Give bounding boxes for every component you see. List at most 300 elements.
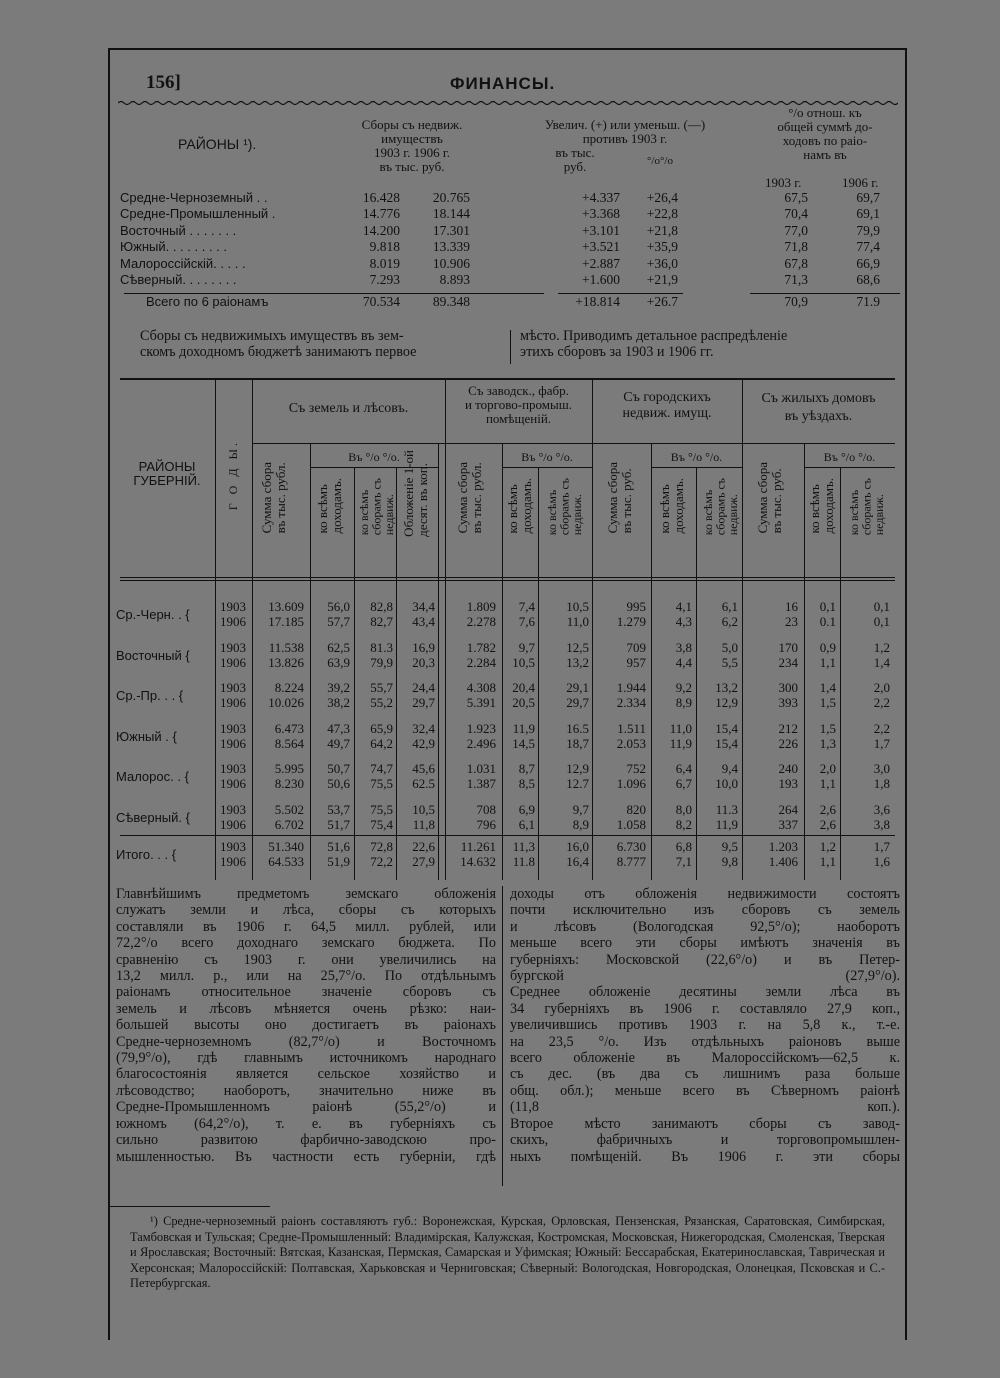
body-line: служатъ земли и лѣса, сборы съ которыхъ — [116, 902, 496, 919]
t2-year: 1903 — [220, 761, 246, 776]
t2-cell-houses-income: 1,1 — [819, 854, 836, 869]
t2-cell-factory-sum: 1.387 — [466, 776, 496, 791]
t2-cell-houses-income: 2,6 — [819, 816, 836, 832]
t2-cell-houses-income: 0,9 — [819, 639, 836, 655]
t2-cell-land-levy: 32,4 — [412, 720, 435, 736]
t1-share-year-1903: 1903 г. — [765, 175, 802, 190]
t1-cell-s1903: 71,8 — [784, 239, 808, 255]
t2-cell-houses-fees: 3,0 — [873, 761, 890, 776]
t2-year: 1903 — [220, 801, 246, 817]
body-line: лѣсоводство; наоборотъ, значительно ниже въ — [116, 1082, 496, 1099]
t2-cell-factory-sum: 1.782 — [466, 639, 496, 655]
t1-change-header: Увелич. (+) или уменьш. (—) противъ 1903 г. — [544, 117, 706, 146]
t2-cell-land-income: 47,3 — [327, 720, 350, 736]
t2-cell-city-sum: 1.058 — [616, 816, 646, 832]
t2-cell-factory-income: 10,5 — [512, 654, 535, 670]
t1-row — [110, 206, 905, 221]
t2-cell-land-income: 49,7 — [327, 735, 350, 751]
body-line: почти исключительно изъ сборовъ съ земель — [510, 902, 900, 919]
t1-share-year-1906: 1906 г. — [842, 175, 879, 190]
t2-cell-city-fees: 15,4 — [715, 735, 738, 751]
t2-factory-pct-header: Въ °/о °/о. — [521, 450, 573, 464]
t2-land-fees-header: ко всѣмъ сборамъ съ недвиж. — [357, 478, 396, 536]
t2-cell-land-fees: 82,8 — [370, 599, 393, 614]
t2-cell-houses-sum: 193 — [778, 776, 798, 791]
t2-cell-houses-fees: 3,6 — [873, 801, 890, 817]
t1-row — [110, 256, 905, 271]
t1-region-header: РАЙОНЫ ¹). — [178, 136, 257, 152]
body-right-column — [510, 886, 900, 1165]
t2-cell-city-fees: 9,5 — [721, 839, 738, 854]
t1-total-rule-left — [124, 293, 544, 294]
t2-factory-fees-header: ко всѣмъ сборамъ съ недвиж. — [545, 478, 584, 536]
t2-cell-houses-fees: 1,4 — [873, 654, 890, 670]
body-line: сильно развитою фарбично-заводскою про- — [116, 1132, 496, 1149]
t2-cell-city-income: 6,8 — [675, 839, 692, 854]
t2-cell-land-fees: 81.3 — [370, 639, 393, 655]
t2-cell-city-sum: 8.777 — [616, 854, 646, 869]
t1-cell-s1906: 68,6 — [856, 272, 880, 287]
body-line: увеличившись противъ 1903 г. на 5,8 к., т.-е. — [510, 1017, 900, 1034]
body-line: скихъ, фабричныхъ и торговопромышлен- — [510, 1132, 900, 1149]
t2-cell-land-income: 38,2 — [327, 695, 350, 710]
t2-cell-land-levy: 62.5 — [412, 776, 435, 791]
t1-cell-name: Малороссійскій. . . . . — [120, 255, 246, 271]
body-line: ныхъ помѣщеній. Въ 1906 г. эти сборы — [510, 1148, 900, 1165]
t1-cell-pct: +21,9 — [646, 272, 678, 287]
t1-cell-pct: +36,0 — [646, 255, 678, 271]
t2-col-rule — [215, 380, 216, 880]
t2-land-sum-header: Сумма сбора въ тыс. рубл. — [259, 462, 288, 534]
t1-cell-abs: +2.887 — [582, 255, 620, 271]
t2-houses-fees-header: ко всѣмъ сборамъ съ недвиж. — [847, 478, 886, 536]
t2-cell-land-income: 51,6 — [327, 839, 350, 854]
t2-cell-houses-fees: 2,2 — [873, 695, 890, 710]
body-line: раіонамъ относительное значеніе сборовъ съ — [116, 984, 496, 1001]
t1-cell-c1906: 18.144 — [432, 206, 470, 222]
t2-cell-city-sum: 709 — [626, 639, 646, 655]
t2-city-income-header: ко всѣмъ доходамъ. — [657, 478, 686, 534]
t2-city-pct-header: Въ °/о °/о. — [670, 450, 723, 464]
t2-cell-city-fees: 6,2 — [721, 614, 738, 629]
t1-cell-s1906: 66,9 — [856, 255, 880, 271]
body-line: 34 губерніяхъ въ 1906 г. составляло 27,9 коп., — [510, 1000, 900, 1017]
body-line: на 23,5 °/о. Изъ отдѣльныхъ раіоновъ выше — [510, 1033, 900, 1050]
t2-year: 1906 — [220, 854, 246, 869]
t2-houses-income-header: ко всѣмъ доходамъ. — [807, 478, 836, 534]
t2-cell-city-income: 6,4 — [675, 761, 692, 776]
t1-cell-name: Средне-Черноземный . . — [120, 190, 268, 205]
t2-cell-city-sum: 752 — [626, 761, 646, 776]
body-line: составляли въ 1906 г. 64,5 милл. рублей, или — [116, 918, 496, 935]
t2-city-fees-header: ко всѣмъ сборамъ съ недвиж. — [701, 478, 740, 536]
t2-cell-land-fees: 75,5 — [370, 801, 393, 817]
t1-total-rule-right — [750, 293, 900, 294]
t2-cell-land-fees: 79,9 — [370, 654, 393, 670]
t1-cell-abs: +3.521 — [582, 239, 620, 255]
t2-cell-houses-income: 2,6 — [819, 801, 836, 817]
t1-cell-c1903: 7.293 — [369, 272, 400, 287]
intro-right: мѣсто. Приводимъ детальное распредѣленіе этихъ сборовъ за 1903 и 1906 гг. — [520, 328, 788, 361]
body-line: бургской (27,9°/о). — [510, 968, 900, 985]
intro-left: Сборы съ недвижимыхъ имуществъ въ зем- скомъ доходномъ бюджетѣ занимаютъ первое — [140, 328, 417, 361]
t2-top-rule — [120, 378, 895, 380]
t2-cell-factory-fees: 16,0 — [566, 839, 589, 854]
t2-subgroup-rule — [502, 467, 592, 468]
t2-cell-land-fees: 74,7 — [370, 761, 393, 776]
t1-cell-s1906: 69,1 — [856, 206, 880, 222]
t2-subgroup-rule — [651, 467, 742, 468]
t2-cell-city-fees: 5,5 — [721, 654, 738, 670]
t2-cell-land-sum: 51.340 — [268, 839, 304, 854]
t2-year: 1906 — [220, 735, 246, 751]
t2-cell-houses-fees: 1,6 — [873, 854, 890, 869]
t2-cell-houses-fees: 1,7 — [873, 839, 890, 854]
t2-cell-city-income: 8,0 — [675, 801, 692, 817]
body-line: всего обложеніе въ Малороссійскомъ—62,5 к. — [510, 1050, 900, 1067]
t2-cell-houses-sum: 16 — [785, 599, 798, 614]
t2-cell-land-fees: 55,2 — [370, 695, 393, 710]
body-line: 72,2°/о всего доходнаго земскаго бюджета. По — [116, 935, 496, 952]
t2-cell-city-sum: 995 — [626, 599, 646, 614]
t2-total-top-rule — [120, 835, 895, 836]
t1-cell-s1903: 70,4 — [784, 206, 808, 222]
t2-year: 1903 — [220, 680, 246, 695]
t2-cell-houses-income: 1,1 — [819, 654, 836, 670]
t2-cell-factory-sum: 4.308 — [466, 680, 496, 695]
t2-cell-factory-fees: 11,0 — [566, 614, 589, 629]
t1-cell-s1903: 67,8 — [784, 255, 808, 271]
t2-cell-city-income: 7,1 — [675, 854, 692, 869]
t2-cell-land-levy: 24,4 — [412, 680, 435, 695]
t2-cell-factory-sum: 2.278 — [466, 614, 496, 629]
t1-cell-pct: +21,8 — [646, 222, 678, 238]
body-line: Средне-Промышленномъ раіонѣ (55,2°/о) и — [116, 1099, 496, 1116]
t2-cell-houses-sum: 240 — [778, 761, 798, 776]
body-line: земель и лѣсовъ мѣняется очень рѣзко: наи- — [116, 1000, 496, 1017]
t2-cell-factory-income: 20,4 — [512, 680, 535, 695]
t2-cell-city-income: 9,2 — [675, 680, 692, 695]
t2-cell-city-fees: 9,4 — [721, 761, 738, 776]
body-line: меньше всего эти сборы имѣютъ значенія въ — [510, 935, 900, 952]
t1-cell-name: Восточный . . . . . . . — [120, 222, 237, 238]
t2-cell-land-sum: 13.609 — [268, 599, 304, 614]
body-line: съ дес. (въ два съ лишнимъ раза больше — [510, 1066, 900, 1083]
t2-cell-land-sum: 8.230 — [274, 776, 304, 791]
t2-cell-factory-sum: 2.284 — [466, 654, 496, 670]
t2-cell-factory-sum: 2.496 — [466, 735, 496, 751]
t1-row — [110, 223, 905, 238]
t1-cell-s1906: 77,4 — [856, 239, 880, 255]
t2-cell-houses-fees: 0,1 — [873, 599, 890, 614]
t1-row — [110, 239, 905, 254]
t2-cell-land-income: 57,7 — [327, 614, 350, 629]
t2-cell-houses-fees: 1,2 — [873, 639, 890, 655]
t2-cell-land-levy: 10,5 — [412, 801, 435, 817]
t2-cell-houses-income: 1,4 — [819, 680, 836, 695]
t2-cell-houses-fees: 3,8 — [873, 816, 890, 832]
t2-group-rule — [445, 443, 592, 444]
t2-cell-factory-income: 20,5 — [512, 695, 535, 710]
t2-cell-land-levy: 20,3 — [412, 654, 435, 670]
t2-houses-header: Съ жилыхъ домовъ въ уѣздахъ. — [761, 391, 876, 424]
t2-cell-land-levy: 34,4 — [412, 599, 435, 614]
t2-cell-city-fees: 15,4 — [715, 720, 738, 736]
t2-cell-factory-income: 8,7 — [518, 761, 535, 776]
t2-cell-houses-fees: 1,7 — [873, 735, 890, 751]
t2-cell-houses-sum: 1.406 — [768, 854, 798, 869]
t2-year: 1906 — [220, 695, 246, 710]
t2-cell-city-income: 8,2 — [675, 816, 692, 832]
t2-cell-factory-fees: 9,7 — [572, 801, 589, 817]
t2-cell-city-sum: 957 — [626, 654, 646, 670]
body-line: доходы отъ обложенія недвижимости состоятъ — [510, 886, 900, 902]
t2-cell-land-income: 56,0 — [327, 599, 350, 614]
t2-cell-city-income: 4,1 — [675, 599, 692, 614]
t1-cell-pct: +26.7 — [646, 294, 678, 309]
t2-cell-city-income: 8,9 — [675, 695, 692, 710]
t1-cell-c1903: 8.019 — [369, 255, 400, 271]
t2-cell-houses-sum: 234 — [778, 654, 798, 670]
t2-year: 1906 — [220, 614, 246, 629]
t2-houses-pct-header: Въ °/о °/о. — [823, 450, 876, 464]
t1-change-abs-header: въ тыс. руб. — [555, 145, 595, 174]
t1-cell-c1906: 89.348 — [432, 294, 470, 309]
t2-cell-factory-income: 11,3 — [512, 839, 535, 854]
footnote: ¹) Средне-черноземный раіонъ составляютъ губ.: Воронежская, Курская, Орловская, Пензенская, Рязанская, Саратовская, Симбирская, Тамбовская и Тульская; Средне-Промышленный: Владимірская, Калужская, Костромская, Московская, Нижегородская, Смоленская, Тверская и Ярославская; Восточный: Вятская, Казанская, Пермская, Самарская и Уфимская; Южный: Бессарабская, Екатеринославская, Таврическая и Херсонская; Малороссійскій: Полтавская, Харьковская и Черниговская; Сѣверный: Вологодская, Новгородская, Олонецкая, Псковская и С.-Петербургская. — [130, 1214, 885, 1291]
t1-row — [110, 272, 905, 287]
body-line: благосостоянія является сельское хозяйство и — [116, 1066, 496, 1083]
t2-cell-land-income: 53,7 — [327, 801, 350, 817]
t2-cell-city-fees: 5,0 — [721, 639, 738, 655]
t2-year: 1906 — [220, 654, 246, 670]
t2-cell-city-fees: 12,9 — [715, 695, 738, 710]
t2-cell-city-sum: 2.053 — [616, 735, 646, 751]
t2-cell-houses-income: 0,1 — [819, 599, 836, 614]
t2-cell-houses-income: 1,3 — [819, 735, 836, 751]
t2-factory-sum-header: Сумма сбора въ тыс. рубл. — [455, 462, 484, 534]
t2-cell-factory-fees: 10,5 — [566, 599, 589, 614]
t2-cell-city-income: 11,0 — [669, 720, 692, 736]
t2-cell-land-sum: 5.995 — [274, 761, 304, 776]
t2-group-rule — [592, 443, 742, 444]
t2-cell-land-sum: 10.026 — [268, 695, 304, 710]
t1-cell-name: Средне-Промышленный . — [120, 206, 276, 222]
t1-cell-abs: +1.600 — [582, 272, 620, 287]
t2-cell-factory-fees: 16.5 — [566, 720, 589, 736]
t2-cell-city-income: 4,3 — [675, 614, 692, 629]
t2-cell-factory-fees: 12,5 — [566, 639, 589, 655]
t2-cell-city-income: 11,9 — [669, 735, 692, 751]
t2-cell-city-sum: 6.730 — [616, 839, 646, 854]
t1-total-rule-mid — [558, 293, 683, 294]
t2-cell-city-sum: 2.334 — [616, 695, 646, 710]
t2-cell-houses-sum: 393 — [778, 695, 798, 710]
t1-cell-c1906: 20.765 — [432, 190, 470, 205]
t1-cell-c1906: 10.906 — [432, 255, 470, 271]
t2-cell-factory-sum: 14.632 — [460, 854, 496, 869]
t2-cell-factory-fees: 29,7 — [566, 695, 589, 710]
t1-cell-s1906: 79,9 — [856, 222, 880, 238]
t2-cell-factory-sum: 1.031 — [466, 761, 496, 776]
t2-year: 1903 — [220, 839, 246, 854]
t2-cell-houses-sum: 23 — [785, 614, 798, 629]
t2-cell-city-fees: 6,1 — [721, 599, 738, 614]
t2-year: 1906 — [220, 776, 246, 791]
t2-land-income-header: ко всѣмъ доходамъ. — [315, 478, 344, 534]
t2-cell-houses-sum: 1.203 — [768, 839, 798, 854]
t2-cell-houses-income: 1,5 — [819, 720, 836, 736]
t2-header-bottom-rule-2 — [120, 580, 895, 581]
t2-cell-city-fees: 11,9 — [715, 816, 738, 832]
t1-cell-c1906: 13.339 — [432, 239, 470, 255]
body-line: (79,9°/о), гдѣ главнымъ источникомъ народнаго — [116, 1050, 496, 1067]
t2-cell-land-income: 62,5 — [327, 639, 350, 655]
body-line: сравненію съ 1903 г. они увеличились на — [116, 951, 496, 968]
t2-city-header: Съ городскихъ недвиж. имущ. — [622, 390, 712, 421]
t2-year: 1906 — [220, 816, 246, 832]
t2-cell-factory-income: 7,6 — [518, 614, 535, 629]
t2-cell-houses-sum: 337 — [778, 816, 798, 832]
t2-cell-city-sum: 1.511 — [617, 720, 646, 736]
t2-cell-land-sum: 13.826 — [268, 654, 304, 670]
t2-cell-city-sum: 1.096 — [616, 776, 646, 791]
t2-cell-factory-income: 9,7 — [518, 639, 535, 655]
t2-cell-factory-income: 8,5 — [518, 776, 535, 791]
t2-cell-factory-fees: 16,4 — [566, 854, 589, 869]
body-line: губерніяхъ: Московской (22,6°/о) и въ Петер- — [510, 951, 900, 968]
t2-region-name: Восточный { — [116, 647, 190, 663]
t2-cell-land-sum: 64.533 — [268, 854, 304, 869]
t2-cell-land-fees: 65,9 — [370, 720, 393, 736]
t2-cell-land-sum: 6.473 — [274, 720, 304, 736]
t1-cell-abs: +18.814 — [575, 294, 620, 309]
t2-cell-land-sum: 8.564 — [274, 735, 304, 751]
body-line: и лѣсовъ (Вологодская 92,5°/о); наоборотъ — [510, 918, 900, 935]
t1-cell-s1906: 69,7 — [856, 190, 880, 205]
t2-cell-factory-sum: 5.391 — [466, 695, 496, 710]
t2-cell-land-levy: 45,6 — [412, 761, 435, 776]
intro-column-rule — [510, 330, 511, 364]
t2-factory-income-header: ко всѣмъ доходамъ. — [505, 478, 534, 534]
t2-cell-factory-fees: 18,7 — [566, 735, 589, 751]
t2-cell-houses-sum: 212 — [778, 720, 798, 736]
t2-cell-houses-income: 1,1 — [819, 776, 836, 791]
t2-cell-factory-fees: 12,9 — [566, 761, 589, 776]
t2-land-pct-header: Въ °/о °/о. — [348, 450, 400, 464]
t2-cell-land-sum: 17.185 — [268, 614, 304, 629]
t1-cell-c1903: 14.776 — [362, 206, 400, 222]
t2-cell-factory-fees: 8,9 — [572, 816, 589, 832]
page-number: 156] — [146, 72, 181, 93]
t2-cell-city-fees: 13,2 — [715, 680, 738, 695]
t2-region-name: Ср.-Черн. . { — [116, 607, 190, 622]
t2-cell-houses-fees: 2,0 — [873, 680, 890, 695]
t1-row — [110, 190, 905, 205]
t1-share-header: °/о отнош. къ общей суммѣ до- ходовъ по раіо- намъ въ — [777, 105, 873, 162]
t1-cell-name: Сѣверный. . . . . . . . — [120, 272, 237, 287]
t2-cell-factory-income: 14,5 — [512, 735, 535, 751]
t2-year: 1903 — [220, 720, 246, 736]
t2-cell-factory-sum: 1.809 — [466, 599, 496, 614]
body-left-column — [116, 886, 496, 1165]
t2-cell-land-fees: 72,2 — [370, 854, 393, 869]
t2-cell-land-sum: 6.702 — [274, 816, 304, 832]
t2-cell-land-fees: 55,7 — [370, 680, 393, 695]
t2-region-name: Малорос. . { — [116, 769, 189, 784]
t2-total-label: Итого. . . { — [116, 847, 177, 862]
t2-cell-land-fees: 75,4 — [370, 816, 393, 832]
t2-cell-land-levy: 11,8 — [412, 816, 435, 832]
t2-subgroup-rule — [804, 467, 895, 468]
t2-cell-city-income: 3,8 — [675, 639, 692, 655]
t2-cell-land-income: 51,9 — [327, 854, 350, 869]
t2-cell-city-fees: 9,8 — [721, 854, 738, 869]
t2-year-header: Г О Д Ы. — [226, 440, 240, 511]
t1-cell-pct: +26,4 — [646, 190, 678, 205]
t1-cell-s1903: 71,3 — [784, 272, 808, 287]
t2-cell-factory-sum: 708 — [476, 801, 496, 817]
t2-cell-factory-income: 7,4 — [518, 599, 535, 614]
t2-cell-land-income: 51,7 — [327, 816, 350, 832]
page-title: ФИНАНСЫ. — [450, 74, 556, 93]
t2-cell-factory-sum: 11.261 — [460, 839, 496, 854]
t2-cell-factory-income: 11.8 — [512, 854, 535, 869]
t1-cell-abs: +4.337 — [582, 190, 620, 205]
t2-cell-houses-sum: 170 — [778, 639, 798, 655]
t1-cell-abs: +3.101 — [582, 222, 620, 238]
footnote-rule — [110, 1206, 270, 1207]
t2-cell-land-income: 39,2 — [327, 680, 350, 695]
t2-city-sum-header: Сумма сбора въ тыс. руб. — [605, 462, 634, 534]
t2-cell-land-levy: 16,9 — [412, 639, 435, 655]
body-line: 13,2 милл. р., или на 25,7°/о. По отдѣльнымъ — [116, 968, 496, 985]
body-line: мышленностью. Въ частности есть губерніи, гдѣ — [116, 1148, 496, 1165]
t1-cell-c1903: 70.534 — [362, 294, 400, 309]
t2-cell-city-sum: 1.279 — [616, 614, 646, 629]
t2-cell-factory-sum: 796 — [476, 816, 496, 832]
t2-region-header: РАЙОНЫ ГУБЕРНІЙ. — [133, 459, 201, 488]
t2-land-levy-header: Обложеніе 1-ой десят. въ коп. — [401, 450, 430, 537]
t2-cell-land-levy: 27,9 — [412, 854, 435, 869]
t2-cell-factory-fees: 29,1 — [566, 680, 589, 695]
t2-cell-houses-fees: 2,2 — [873, 720, 890, 736]
t2-region-name: Сѣверный. { — [116, 809, 190, 825]
t2-cell-land-income: 50,6 — [327, 776, 350, 791]
body-line: Второе мѣсто занимаютъ сборы съ завод- — [510, 1115, 900, 1132]
t2-cell-land-levy: 22,6 — [412, 839, 435, 854]
t1-cell-abs: +3.368 — [582, 206, 620, 222]
t2-cell-factory-income: 11,9 — [512, 720, 535, 736]
t2-houses-sum-header: Сумма сбора въ тыс. руб. — [755, 462, 784, 534]
t2-cell-factory-income: 6,9 — [518, 801, 535, 817]
t2-cell-city-fees: 11.3 — [715, 801, 738, 817]
t2-cell-land-levy: 42,9 — [412, 735, 435, 751]
t2-cell-factory-fees: 12.7 — [566, 776, 589, 791]
t2-year: 1903 — [220, 599, 246, 614]
t2-cell-city-sum: 1.944 — [616, 680, 646, 695]
t2-cell-houses-sum: 300 — [778, 680, 798, 695]
t2-cell-factory-income: 6,1 — [518, 816, 535, 832]
t2-cell-land-levy: 29,7 — [412, 695, 435, 710]
body-column-rule — [502, 886, 503, 1186]
t2-cell-city-income: 4,4 — [675, 654, 692, 670]
t2-region-name: Южный . { — [116, 728, 177, 744]
body-line: Среднее обложеніе десятины земли лѣса въ — [510, 984, 900, 1001]
t1-cell-pct: +35,9 — [646, 239, 678, 255]
t2-cell-houses-income: 1,2 — [819, 839, 836, 854]
t2-cell-land-sum: 5.502 — [274, 801, 304, 817]
